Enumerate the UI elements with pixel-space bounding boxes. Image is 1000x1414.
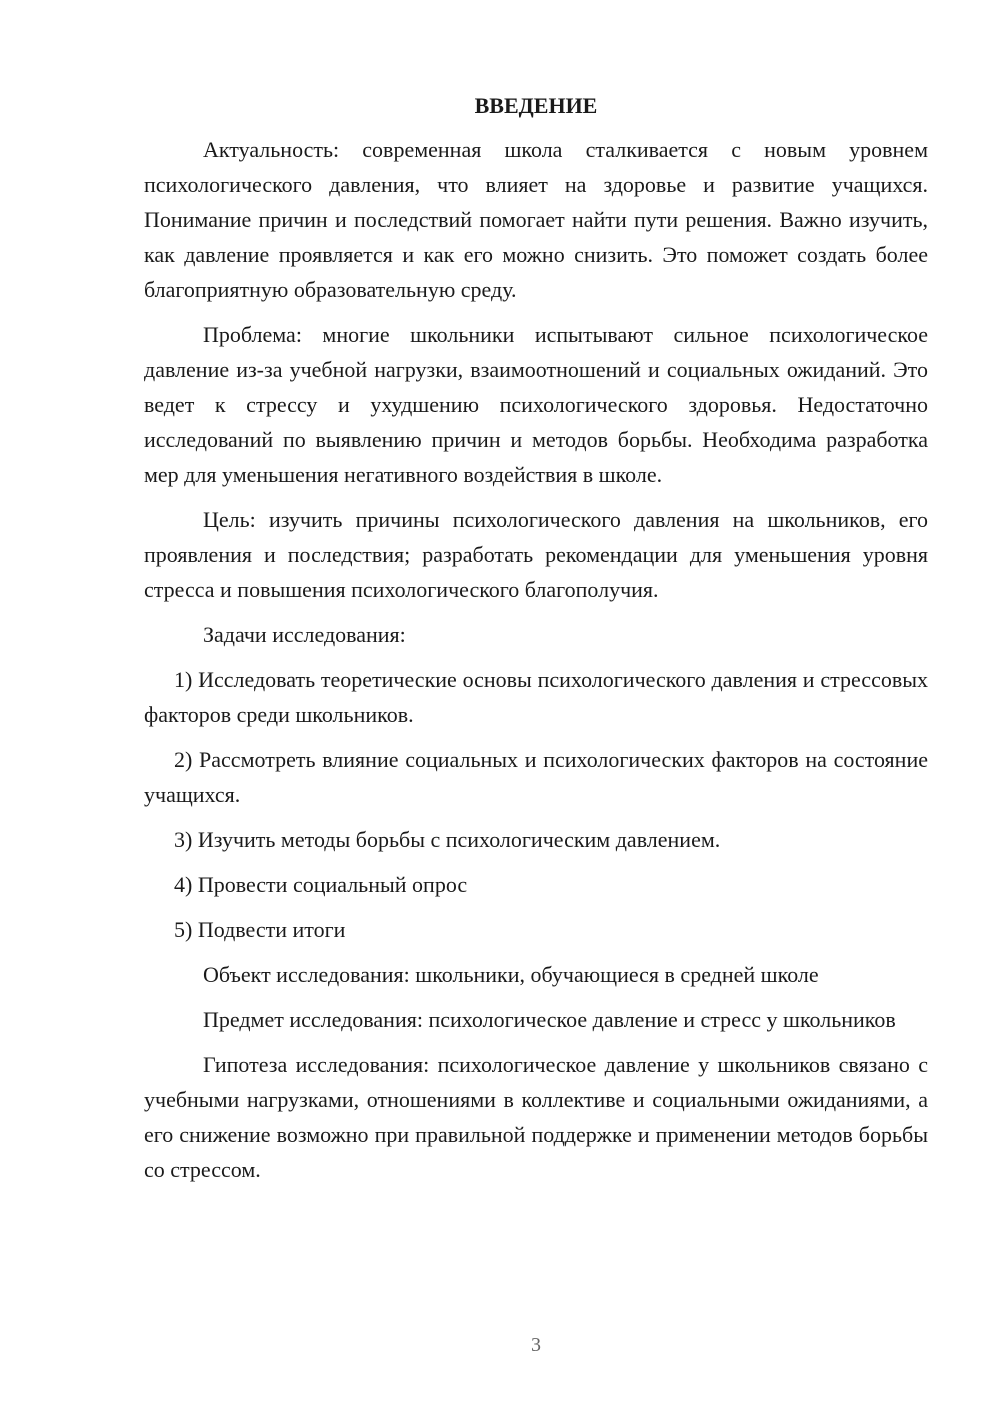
task-item-4: 4) Провести социальный опрос <box>174 872 468 897</box>
paragraph-problem: Проблема: многие школьники испытывают сильное психологическое давление из-за учебной нагрузки, взаимоотношений и социальных ожиданий. Это ведет к стрессу и ухудшению психологического здоровья. Недостаточно исследований по выявлению причин и методов борьбы. Необходима разработка мер для уменьшения негативного воздействия в школе. <box>144 322 928 487</box>
task-item-1: 1) Исследовать теоретические основы психологического давления и стрессовых факторов среди школьников. <box>144 667 928 727</box>
page-number: 3 <box>531 1334 541 1356</box>
paragraph-subject: Предмет исследования: психологическое давление и стресс у школьников <box>203 1007 896 1032</box>
document-page <box>144 88 928 1197</box>
task-item-3: 3) Изучить методы борьбы с психологическим давлением. <box>174 827 721 852</box>
paragraph-goal: Цель: изучить причины психологического давления на школьников, его проявления и последствия; разработать рекомендации для уменьшения уровня стресса и повышения психологического благополучия. <box>144 507 928 602</box>
section-title: ВВЕДЕНИЕ <box>474 93 598 118</box>
paragraph-hypothesis: Гипотеза исследования: психологическое давление у школьников связано с учебными нагрузками, отношениями в коллективе и социальными ожиданиями, а его снижение возможно при правильной поддержке и применении методов борьбы со стрессом. <box>144 1052 928 1182</box>
paragraph-object: Объект исследования: школьники, обучающиеся в средней школе <box>203 962 819 987</box>
task-item-5: 5) Подвести итоги <box>174 917 346 942</box>
paragraph-tasks-heading: Задачи исследования: <box>203 622 406 647</box>
paragraph-relevance: Актуальность: современная школа сталкивается с новым уровнем психологического давления, что влияет на здоровье и развитие учащихся. Понимание причин и последствий помогает найти пути решения. Важно изучить, как давление проявляется и как его можно снизить. Это поможет создать более благоприятную образовательную среду. <box>144 137 928 302</box>
task-item-2: 2) Рассмотреть влияние социальных и психологических факторов на состояние учащихся. <box>144 747 928 807</box>
